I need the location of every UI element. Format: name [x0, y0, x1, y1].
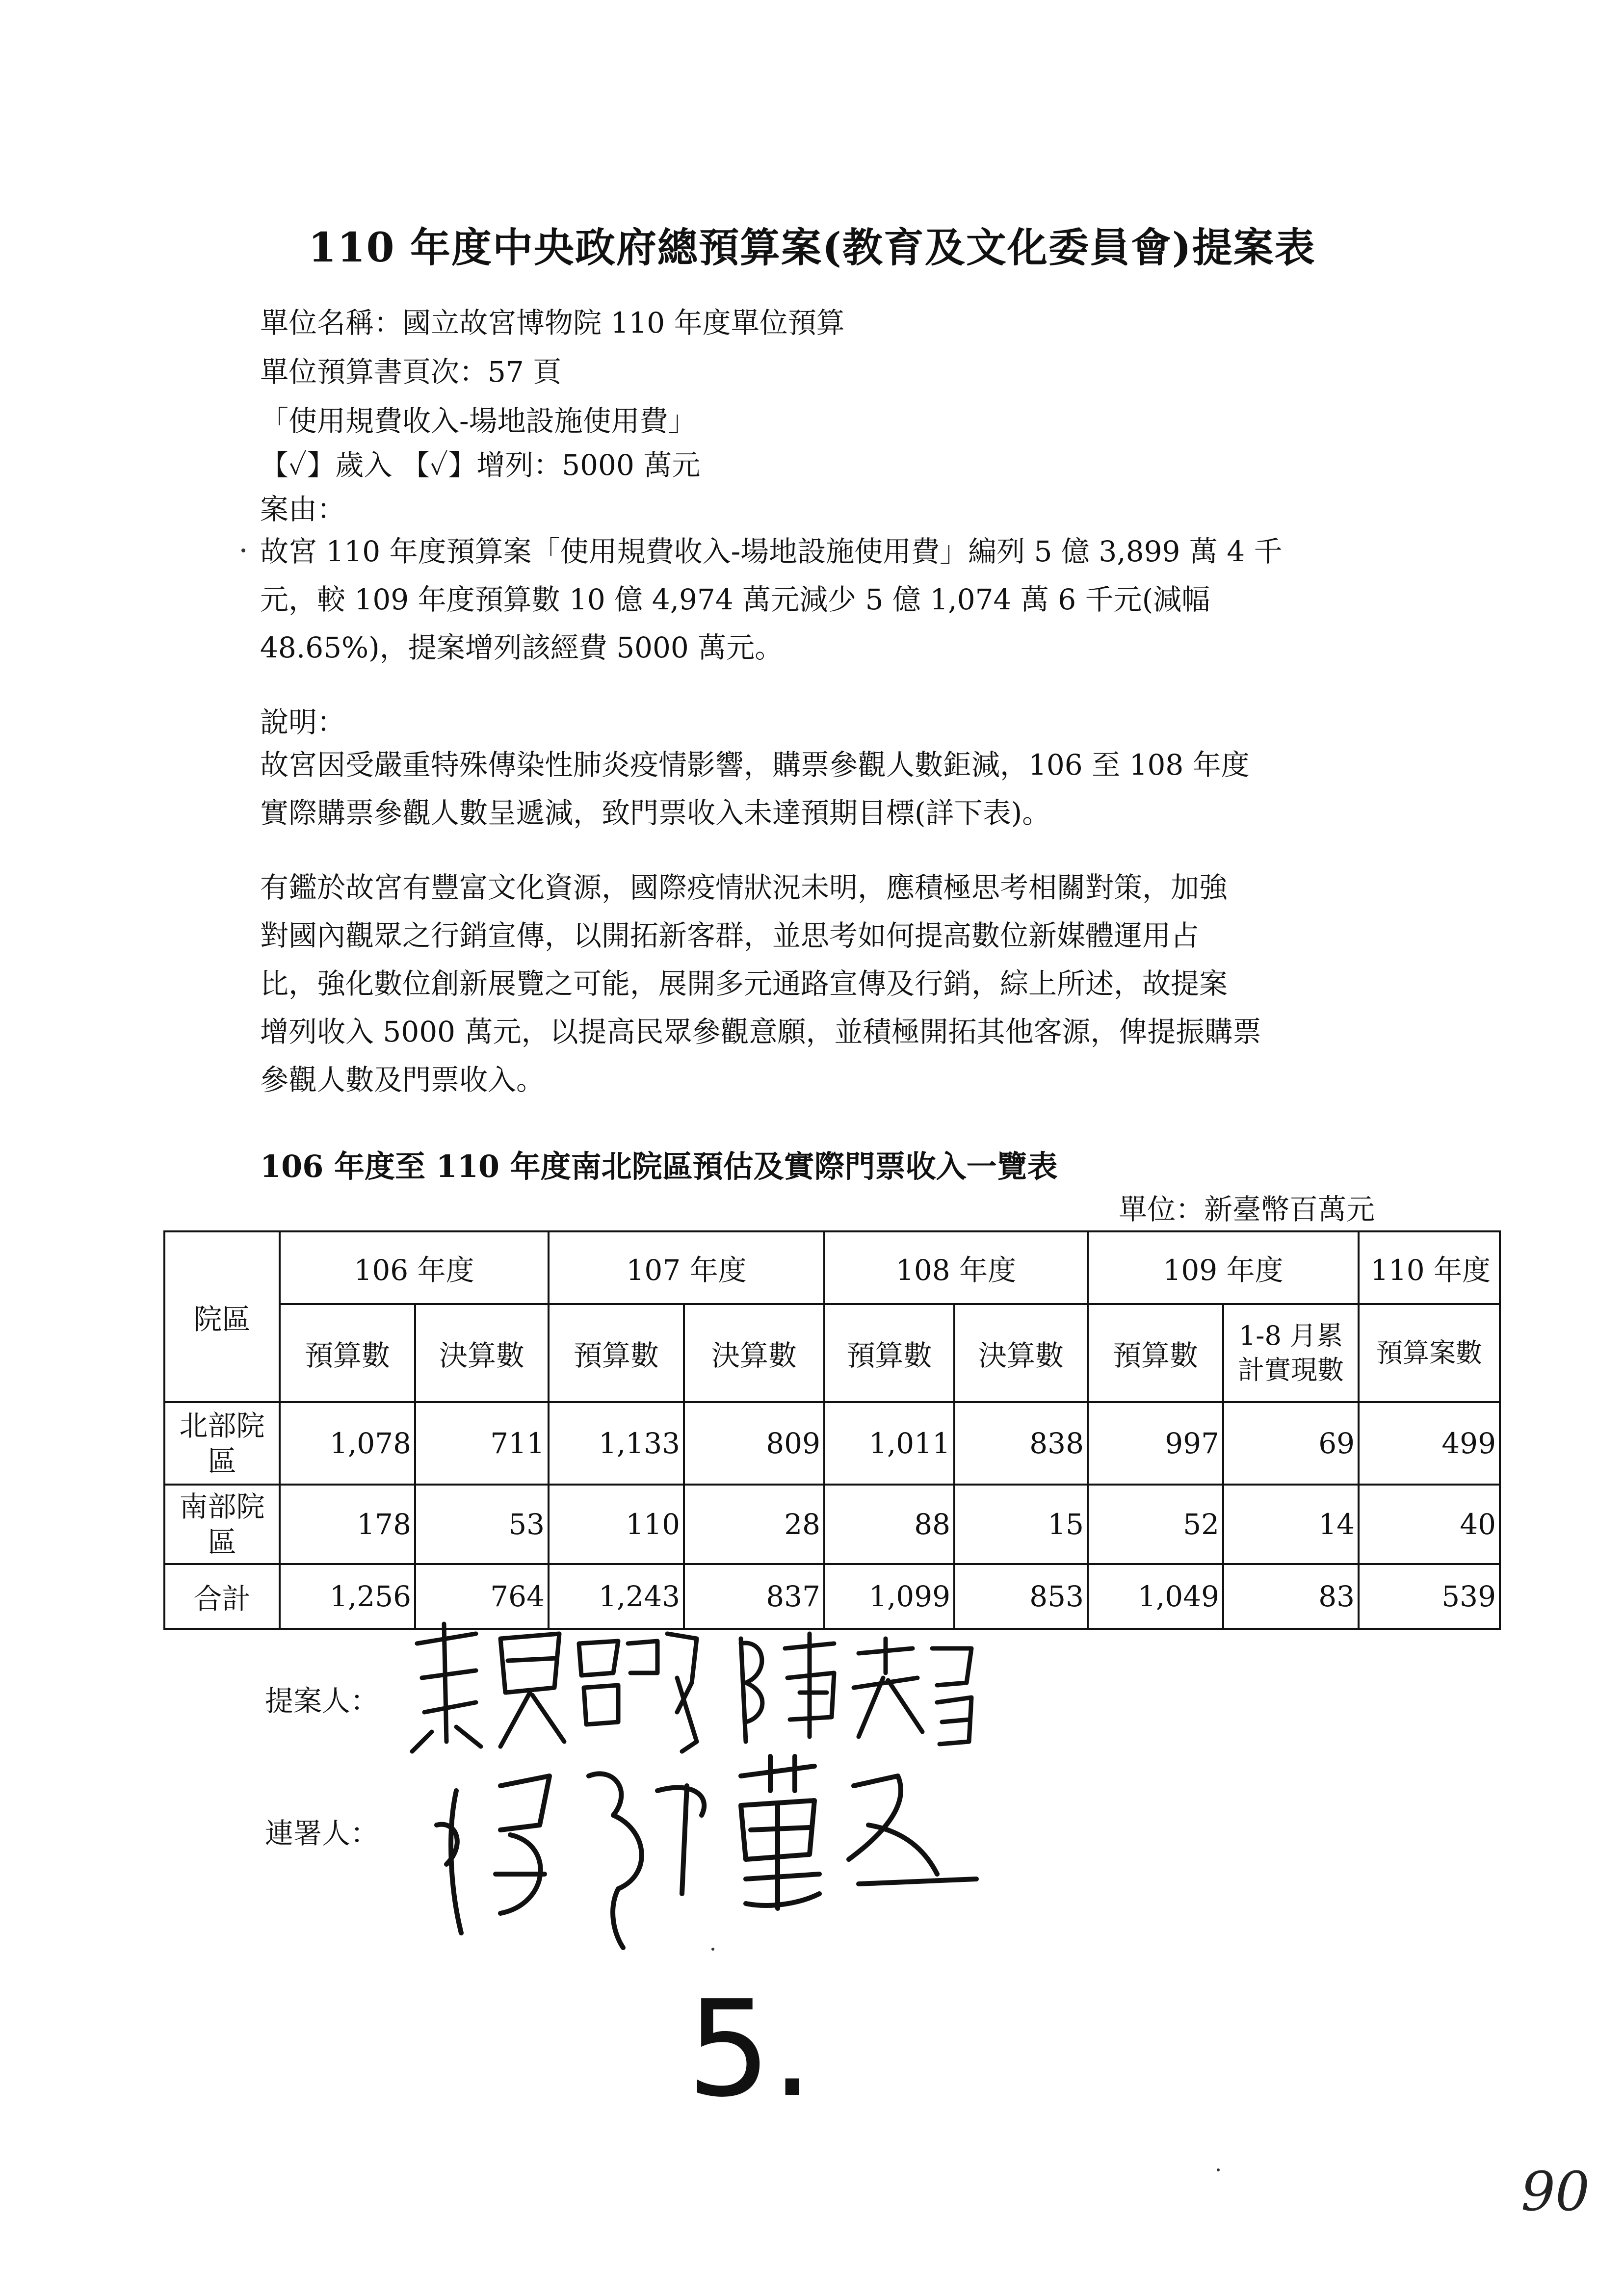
cell: 809: [684, 1402, 824, 1485]
table-unit: 單位：新臺幣百萬元: [1119, 1193, 1375, 1226]
header-year-107: 107 年度: [549, 1231, 824, 1304]
cell: 40: [1359, 1485, 1500, 1564]
handwritten-number: [677, 1972, 834, 2119]
revenue-table: [163, 1230, 1501, 1630]
explanation-line: 增列收入 5000 萬元，以提高民眾參觀意願，並積極開拓其他客源，俾提振購票: [260, 1015, 1261, 1048]
proposer-2-signature: [726, 1619, 981, 1761]
case-text-line: 故宮 110 年度預算案「使用規費收入-場地設施使用費」編列 5 億 3,899 萬 4 千: [260, 535, 1283, 568]
cell: 1,243: [549, 1564, 684, 1629]
table-row: [164, 1485, 1500, 1564]
cell: 711: [415, 1402, 549, 1485]
row-name: 南部院區: [164, 1485, 280, 1564]
proposer-1-signature: [402, 1614, 707, 1761]
header-actual: 決算數: [684, 1304, 824, 1402]
header-budget: 預算數: [549, 1304, 684, 1402]
cell: 178: [280, 1485, 415, 1564]
cell: 853: [954, 1564, 1088, 1629]
cell: 764: [415, 1564, 549, 1629]
cell: 52: [1088, 1485, 1223, 1564]
explanation-line: 有鑑於故宮有豐富文化資源，國際疫情狀況未明，應積極思考相關對策，加強: [260, 871, 1228, 904]
cell: 1,011: [824, 1402, 954, 1485]
header-corner: 院區: [164, 1231, 280, 1402]
row-name: 北部院區: [164, 1402, 280, 1485]
cell: 69: [1223, 1402, 1359, 1485]
explanation-line: 參觀人數及門票收入。: [260, 1063, 545, 1096]
header-109-cumulative: 1-8 月累計實現數: [1223, 1304, 1359, 1402]
page-reference: 單位預算書頁次：57 頁: [260, 355, 562, 389]
page-number-text: 90: [1521, 2160, 1590, 2223]
cosigner-1-signature: [427, 1747, 986, 1957]
cell: 83: [1223, 1564, 1359, 1629]
case-text-line: 元，較 109 年度預算數 10 億 4,974 萬元減少 5 億 1,074 萬 6 千元(減幅: [260, 583, 1210, 616]
page-title: 110 年度中央政府總預算案(教育及文化委員會)提案表: [308, 224, 1316, 271]
unit-name: 單位名稱：國立故宮博物院 110 年度單位預算: [260, 306, 845, 339]
header-110-proposed: 預算案數: [1359, 1304, 1500, 1402]
explanation-label: 說明：: [260, 705, 346, 739]
cell: 997: [1088, 1402, 1223, 1485]
cell: 14: [1223, 1485, 1359, 1564]
cell: 1,049: [1088, 1564, 1223, 1629]
proposer-label: 提案人：: [265, 1684, 379, 1718]
explanation-paragraph-2: [260, 863, 1438, 1104]
cell: 88: [824, 1485, 954, 1564]
page-number: [1516, 2159, 1604, 2227]
cell: 1,078: [280, 1402, 415, 1485]
handwritten-number-text: 5.: [687, 1972, 813, 2119]
header-year-110: 110 年度: [1359, 1231, 1500, 1304]
case-text-line: 48.65%)，提案增列該經費 5000 萬元。: [260, 631, 784, 664]
row-name: 合計: [164, 1564, 280, 1629]
cell: 1,099: [824, 1564, 954, 1629]
header-year-108: 108 年度: [824, 1231, 1088, 1304]
cell: 1,133: [549, 1402, 684, 1485]
header-year-106: 106 年度: [280, 1231, 549, 1304]
cosigner-label: 連署人：: [265, 1817, 379, 1850]
cell: 539: [1359, 1564, 1500, 1629]
table-title: 106 年度至 110 年度南北院區預估及實際門票收入一覽表: [260, 1148, 1058, 1184]
explanation-line: 比，強化數位創新展覽之可能，展開多元通路宣傳及行銷，綜上所述，故提案: [260, 967, 1228, 1000]
case-label: 案由：: [260, 493, 346, 526]
case-text: [260, 527, 1438, 672]
explanation-line: 故宮因受嚴重特殊傳染性肺炎疫情影響，購票參觀人數鉅減，106 至 108 年度: [260, 748, 1250, 782]
cell: 53: [415, 1485, 549, 1564]
cell: 1,256: [280, 1564, 415, 1629]
scan-speck: [241, 548, 245, 552]
table-row: [164, 1402, 1500, 1485]
explanation-line: 對國內觀眾之行銷宣傳，以開拓新客群，並思考如何提高數位新媒體運用占: [260, 919, 1200, 952]
cell: 499: [1359, 1402, 1500, 1485]
scan-speck: [1217, 2168, 1220, 2171]
scan-speck: [711, 1948, 714, 1951]
header-budget: 預算數: [280, 1304, 415, 1402]
cell: 837: [684, 1564, 824, 1629]
budget-item: 「使用規費收入-場地設施使用費」: [260, 404, 697, 438]
explanation-paragraph-1: [260, 741, 1438, 837]
header-actual: 決算數: [415, 1304, 549, 1402]
header-budget: 預算數: [824, 1304, 954, 1402]
header-budget: 預算數: [1088, 1304, 1223, 1402]
cell: 28: [684, 1485, 824, 1564]
cell: 110: [549, 1485, 684, 1564]
cell: 15: [954, 1485, 1088, 1564]
header-actual: 決算數: [954, 1304, 1088, 1402]
explanation-line: 實際購票參觀人數呈遞減，致門票收入未達預期目標(詳下表)。: [260, 796, 1051, 830]
cell: 838: [954, 1402, 1088, 1485]
header-year-109: 109 年度: [1088, 1231, 1359, 1304]
checkbox-line: 【✓】歲入 【✓】增列：5000 萬元: [260, 448, 701, 482]
